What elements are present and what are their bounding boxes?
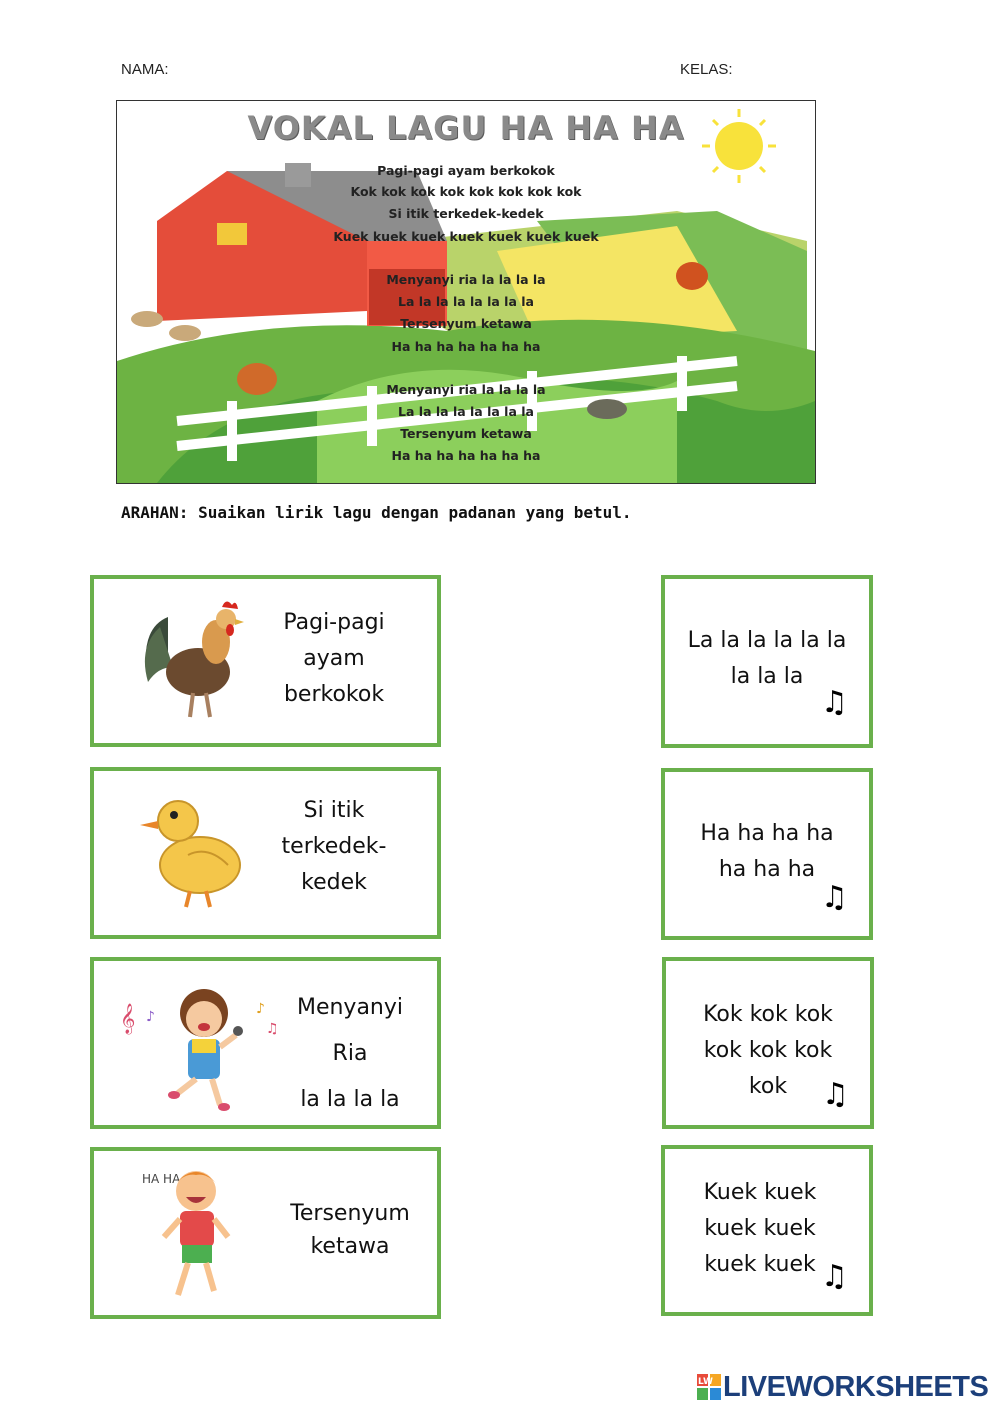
liveworksheets-logo: [697, 1371, 989, 1404]
right-card-kok[interactable]: [662, 957, 874, 1129]
card-line: Kok kok kok: [703, 1002, 833, 1027]
lyric-line: Kok kok kok kok kok kok kok kok: [350, 184, 582, 199]
lyric-line: La la la la la la la la: [398, 294, 534, 309]
music-note-icon: ♫: [822, 1077, 849, 1112]
card-line: Ria: [332, 1041, 368, 1066]
card-line: kuek kuek: [704, 1216, 816, 1241]
card-line: la la la la: [300, 1087, 400, 1112]
card-line: La la la la la la: [687, 628, 847, 653]
music-note-icon: ♫: [821, 1259, 848, 1294]
logo-text: LIVEWORKSHEETS: [723, 1371, 989, 1403]
card-line: Si itik: [303, 798, 365, 823]
lyric-line: Pagi-pagi ayam berkokok: [377, 163, 555, 178]
rooster-icon: [138, 597, 246, 725]
svg-text:♫: ♫: [266, 1021, 279, 1037]
name-label: NAMA:: [121, 61, 169, 78]
laughing-boy-icon: [134, 1157, 244, 1307]
card-line: la la la: [730, 664, 804, 689]
card-line: ketawa: [310, 1234, 390, 1259]
lyric-line: Menyanyi ria la la la la: [386, 272, 546, 287]
svg-text:♪: ♪: [146, 1009, 155, 1025]
card-line: ayam: [303, 646, 365, 671]
logo-badge-text: LW: [698, 1377, 713, 1387]
card-line: Pagi-pagi: [283, 610, 385, 635]
card-line: kok: [748, 1074, 788, 1099]
lyric-line: Kuek kuek kuek kuek kuek kuek kuek: [333, 229, 599, 244]
left-card-text: [264, 605, 404, 713]
card-line: Menyanyi: [296, 995, 404, 1020]
card-line: terkedek-: [281, 834, 387, 859]
right-card-kuek[interactable]: [661, 1145, 873, 1316]
class-label: KELAS:: [680, 61, 733, 78]
svg-text:𝄞: 𝄞: [120, 1004, 136, 1034]
right-card-ha[interactable]: [661, 768, 873, 940]
left-card-duck[interactable]: [90, 767, 441, 939]
card-line: kok kok kok: [703, 1038, 833, 1063]
left-card-rooster[interactable]: [90, 575, 441, 747]
left-card-text: [280, 985, 420, 1123]
banner-title: VOKAL LAGU HA HA HA: [247, 109, 685, 147]
right-card-la[interactable]: [661, 575, 873, 748]
card-line: kuek kuek: [704, 1252, 816, 1277]
music-note-icon: ♫: [821, 685, 848, 720]
card-line: berkokok: [283, 682, 385, 707]
logo-badge-icon: [697, 1374, 721, 1400]
card-line: Ha ha ha ha: [700, 821, 834, 846]
lyric-line: Tersenyum ketawa: [400, 316, 532, 331]
card-line: Kuek kuek: [703, 1180, 817, 1205]
lyric-line: Si itik terkedek-kedek: [388, 206, 544, 221]
singing-girl-icon: [116, 983, 286, 1113]
lyric-line: Menyanyi ria la la la la: [386, 382, 546, 397]
card-line: kedek: [301, 870, 367, 895]
svg-text:HA HA: HA HA: [142, 1172, 181, 1186]
lyric-line: Tersenyum ketawa: [400, 426, 532, 441]
right-card-text: [665, 816, 869, 888]
left-card-singing[interactable]: [90, 957, 441, 1129]
lyric-line: Ha ha ha ha ha ha ha: [391, 448, 541, 463]
lyric-line: Ha ha ha ha ha ha ha: [391, 339, 541, 354]
song-banner: [116, 100, 816, 484]
card-line: Tersenyum: [290, 1201, 410, 1226]
left-card-text: [264, 793, 404, 901]
music-note-icon: ♫: [821, 880, 848, 915]
svg-text:♪: ♪: [256, 1001, 265, 1017]
left-card-text: [280, 1197, 420, 1263]
lyric-line: La la la la la la la la: [398, 404, 534, 419]
instruction-text: ARAHAN: Suaikan lirik lagu dengan padanan yang betul.: [121, 503, 632, 522]
left-card-laughing[interactable]: [90, 1147, 441, 1319]
card-line: ha ha ha: [718, 857, 816, 882]
duck-icon: [138, 785, 246, 915]
